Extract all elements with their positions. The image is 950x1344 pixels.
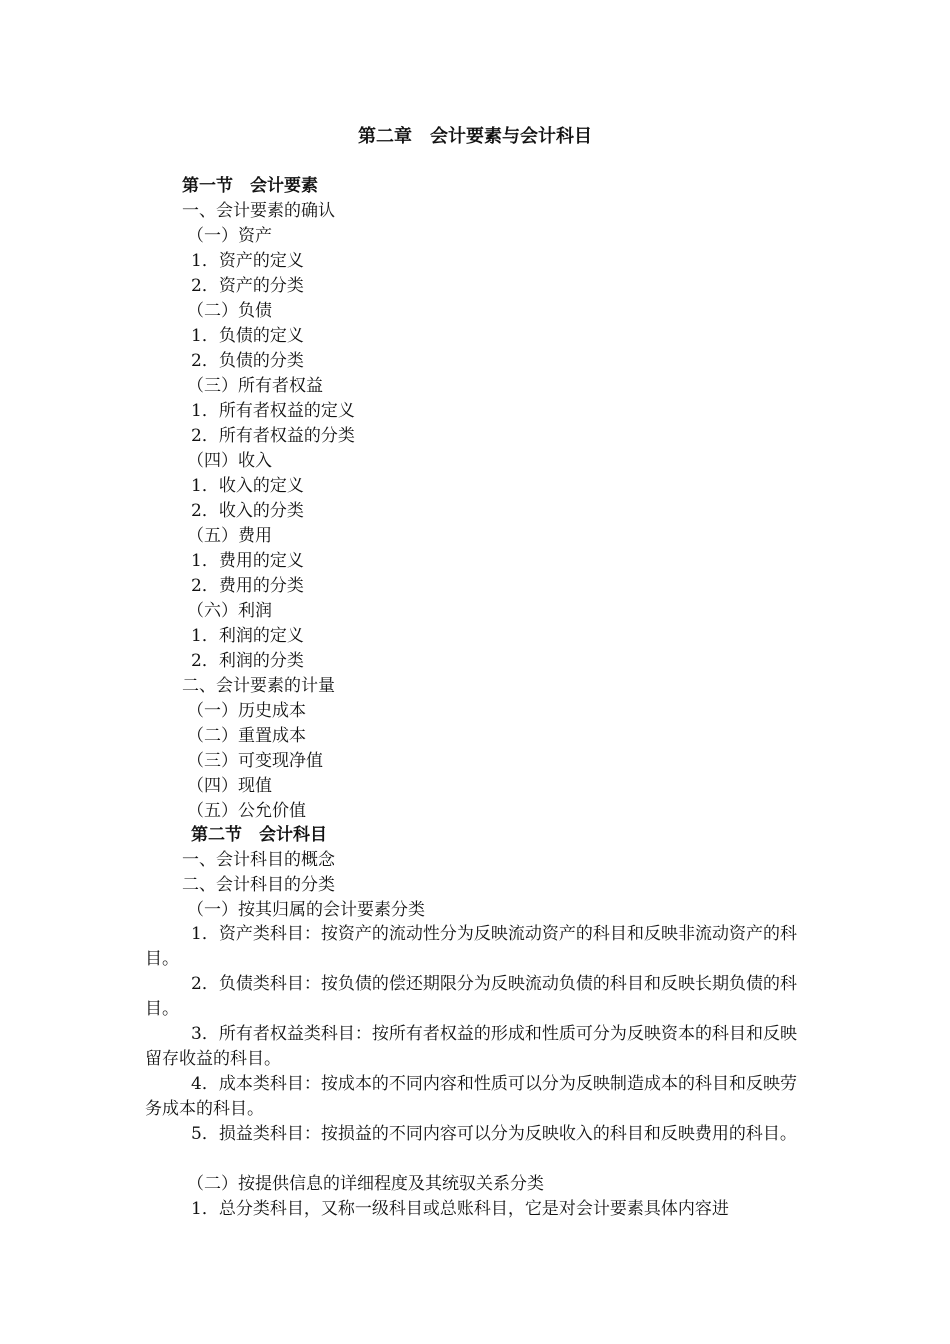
section-title: 第一节 会计要素 xyxy=(182,176,318,196)
body-paragraph: 4．成本类科目：按成本的不同内容和性质可以分为反映制造成本的科目和反映劳务成本的科目。 xyxy=(145,1074,797,1119)
body-paragraph: 5．损益类科目：按损益的不同内容可以分为反映收入的科目和反映费用的科目。 xyxy=(191,1124,797,1144)
list-item: 2．所有者权益的分类 xyxy=(191,426,355,446)
list-item: 1．收入的定义 xyxy=(191,476,304,496)
heading-level1: 二、会计要素的计量 xyxy=(182,676,335,696)
heading-level2: （二）负债 xyxy=(187,301,272,321)
list-item: 1．所有者权益的定义 xyxy=(191,401,355,421)
list-item: 2．利润的分类 xyxy=(191,651,304,671)
heading-level2: （六）利润 xyxy=(187,601,272,621)
list-item: 1．资产的定义 xyxy=(191,251,304,271)
body-paragraph: 3．所有者权益类科目：按所有者权益的形成和性质可分为反映资本的科目和反映留存收益的科目。 xyxy=(145,1024,797,1069)
body-paragraph: 1．总分类科目，又称一级科目或总账科目，它是对会计要素具体内容进 xyxy=(191,1199,729,1219)
list-item: （二）重置成本 xyxy=(187,726,306,746)
list-item: 2．负债的分类 xyxy=(191,351,304,371)
list-item: 1．费用的定义 xyxy=(191,551,304,571)
list-item: （三）可变现净值 xyxy=(187,751,323,771)
heading-level2: （五）费用 xyxy=(187,526,272,546)
heading-level1: 二、会计科目的分类 xyxy=(182,875,335,895)
heading-level2: （一）按其归属的会计要素分类 xyxy=(187,900,425,920)
list-item: （五）公允价值 xyxy=(187,801,306,821)
heading-level1: 一、会计要素的确认 xyxy=(182,201,335,221)
list-item: 2．收入的分类 xyxy=(191,501,304,521)
list-item: 2．资产的分类 xyxy=(191,276,304,296)
heading-level1: 一、会计科目的概念 xyxy=(182,850,335,870)
list-item: （四）现值 xyxy=(187,776,272,796)
heading-level2: （三）所有者权益 xyxy=(187,376,323,396)
body-paragraph: 2．负债类科目：按负债的偿还期限分为反映流动负债的科目和反映长期负债的科目。 xyxy=(145,974,797,1019)
list-item: （一）历史成本 xyxy=(187,701,306,721)
list-item: 2．费用的分类 xyxy=(191,576,304,596)
heading-level2: （二）按提供信息的详细程度及其统驭关系分类 xyxy=(187,1174,544,1194)
list-item: 1．负债的定义 xyxy=(191,326,304,346)
heading-level2: （四）收入 xyxy=(187,451,272,471)
body-paragraph: 1．资产类科目：按资产的流动性分为反映流动资产的科目和反映非流动资产的科目。 xyxy=(145,924,797,969)
list-item: 1．利润的定义 xyxy=(191,626,304,646)
heading-level2: （一）资产 xyxy=(187,226,272,246)
section-title: 第二节 会计科目 xyxy=(191,825,327,845)
chapter-title: 第二章 会计要素与会计科目 xyxy=(358,126,592,147)
